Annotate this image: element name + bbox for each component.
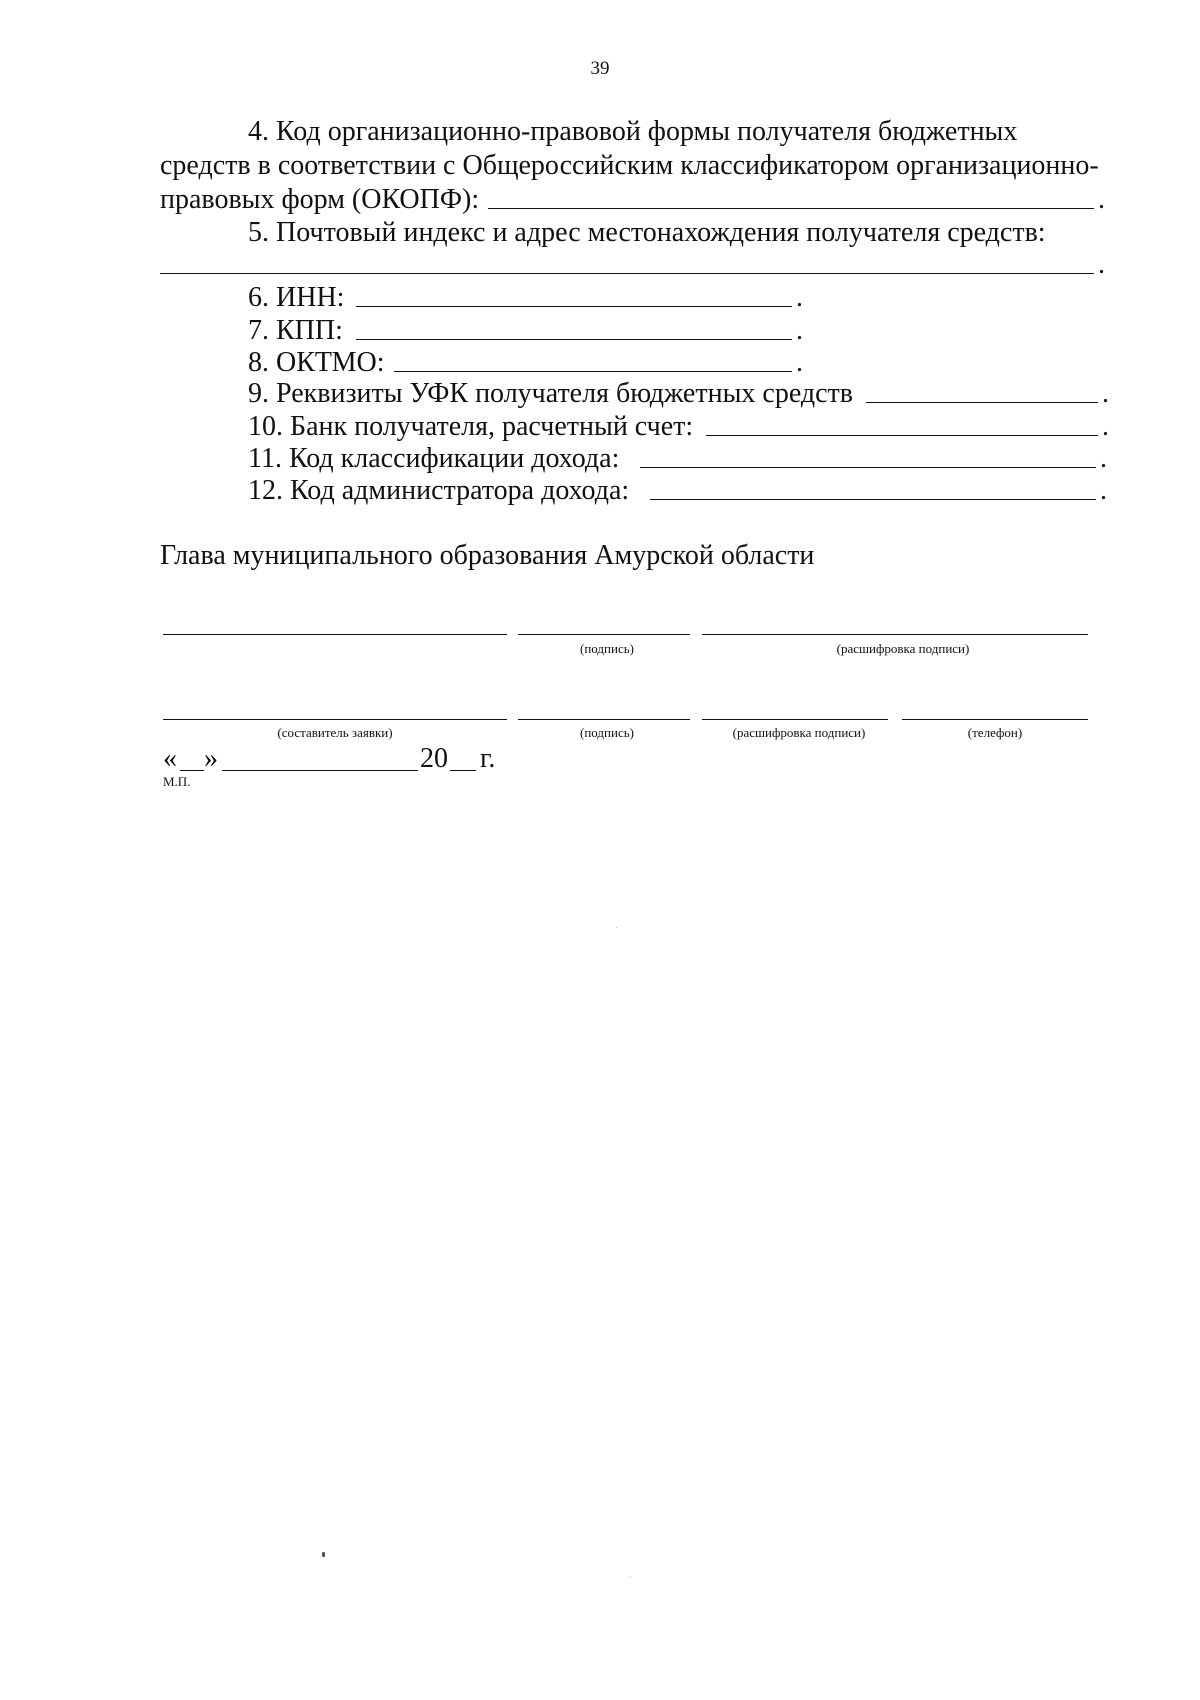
kpp-blank[interactable] (356, 339, 792, 340)
item-12-admin-code: 12. Код администратора дохода: (248, 475, 630, 506)
item-4-line-3: правовых форм (ОКОПФ): (160, 184, 480, 215)
ufk-blank[interactable] (866, 402, 1098, 403)
bank-blank[interactable] (706, 435, 1098, 436)
oktmo-period: . (796, 347, 803, 378)
oktmo-blank[interactable] (394, 371, 792, 372)
decode-caption-2: (расшифровка подписи) (732, 725, 866, 740)
scan-speck (616, 927, 617, 928)
item-5-line-1: 5. Почтовый индекс и адрес местонахождения получателя средств: (248, 217, 1046, 248)
head-of-municipality-heading: Глава муниципального образования Амурской области (160, 540, 815, 571)
decode-line-2[interactable] (702, 719, 888, 720)
scan-speck (630, 1576, 631, 1577)
year-prefix: 20 (420, 743, 448, 774)
year-suffix: г. (480, 743, 496, 774)
item-4-line-1: 4. Код организационно-правовой формы получателя бюджетных (248, 116, 1018, 147)
month-blank[interactable] (222, 770, 418, 771)
item-11-income-code: 11. Код классификации дохода: (248, 443, 620, 474)
item-9-ufk: 9. Реквизиты УФК получателя бюджетных средств (248, 378, 854, 409)
address-period: . (1098, 249, 1105, 280)
okopf-period: . (1098, 184, 1105, 215)
date-open-quote: « (163, 743, 177, 774)
item-7-kpp: 7. КПП: (248, 315, 343, 346)
ufk-period: . (1102, 378, 1109, 409)
phone-line[interactable] (902, 719, 1088, 720)
date-close-quote: » (204, 743, 218, 774)
phone-caption: (телефон) (967, 725, 1023, 740)
inn-period: . (796, 282, 803, 313)
income-code-period: . (1100, 443, 1107, 474)
stamp-place-label: М.П. (163, 774, 191, 789)
signature-line-2[interactable] (518, 719, 690, 720)
decode-caption-1: (расшифровка подписи) (836, 641, 970, 656)
admin-code-blank[interactable] (650, 499, 1096, 500)
inn-blank[interactable] (356, 306, 792, 307)
signature-caption-1: (подпись) (580, 641, 634, 656)
signature-caption-2: (подпись) (580, 725, 634, 740)
page-number: 39 (590, 58, 610, 79)
okopf-blank[interactable] (488, 208, 1094, 209)
decode-line-1[interactable] (702, 634, 1088, 635)
admin-code-period: . (1100, 475, 1107, 506)
year-blank[interactable] (450, 770, 476, 771)
scan-speck (322, 1552, 325, 1557)
income-code-blank[interactable] (640, 467, 1096, 468)
item-8-oktmo: 8. ОКТМО: (248, 347, 385, 378)
item-6-inn: 6. ИНН: (248, 282, 345, 313)
kpp-period: . (796, 315, 803, 346)
signature-line-1[interactable] (518, 634, 690, 635)
compiler-caption: (составитель заявки) (277, 725, 393, 740)
item-10-bank: 10. Банк получателя, расчетный счет: (248, 411, 694, 442)
address-blank[interactable] (160, 273, 1094, 274)
item-4-line-2: средств в соответствии с Общероссийским классификатором организационно- (160, 150, 1099, 181)
position-line-1[interactable] (163, 634, 507, 635)
bank-period: . (1102, 411, 1109, 442)
compiler-line[interactable] (163, 719, 507, 720)
day-blank[interactable] (180, 770, 204, 771)
